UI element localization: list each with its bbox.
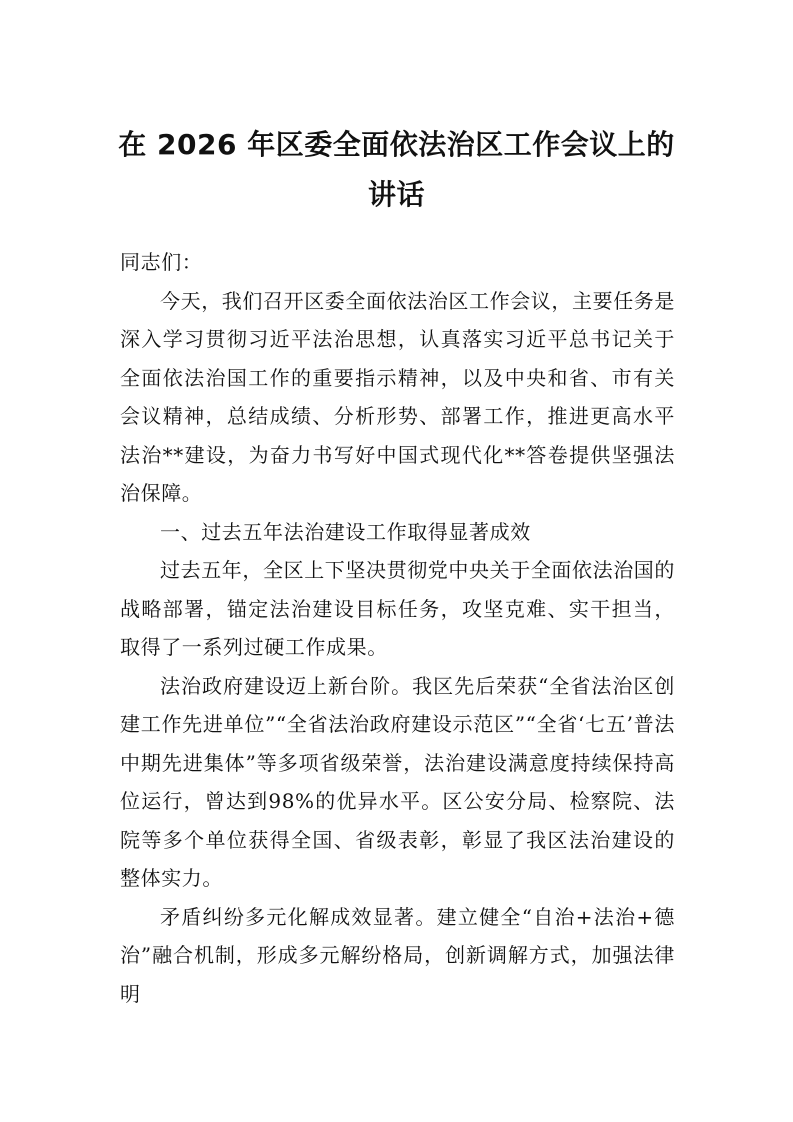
document-body (120, 243, 675, 1013)
section-heading-1: 一、过去五年法治建设工作取得显著成效 (160, 519, 531, 544)
paragraph-overview: 过去五年，全区上下坚决贯彻党中央关于全面依法治国的战略部署，锚定法治建设目标任务，攻坚克难、实干担当，取得了一系列过硬工作成果。 (120, 558, 675, 659)
document-title: 在 2026 年区委全面依法治区工作会议上的讲话 (118, 128, 675, 211)
paragraph-opening: 今天，我们召开区委全面依法治区工作会议，主要任务是深入学习贯彻习近平法治思想，认真落实习近平总书记关于全面依法治国工作的重要指示精神，以及中央和省、市有关会议精神，总结成绩、分析形势、部署工作，推进更高水平法治**建设，为奋力书写好中国式现代化**答卷提供坚强法治保障。 (120, 288, 675, 505)
salutation: 同志们： (120, 250, 203, 274)
paragraph-dispute-resolution: 矛盾纠纷多元化解成效显著。建立健全“自治+法治+德治”融合机制，形成多元解纷格局，创新调解方式，加强法律明 (120, 904, 675, 1006)
paragraph-law-government: 法治政府建设迈上新台阶。我区先后荣获“全省法治区创建工作先进单位”“全省法治政府建设示范区”“全省‘七五’普法中期先进集体”等多项省级荣誉，法治建设满意度持续保持高位运行，曾达到98%的优异水平。区公安分局、检察院、法院等多个单位获得全国、省级表彰，彰显了我区法治建设的整体实力。 (120, 673, 675, 890)
